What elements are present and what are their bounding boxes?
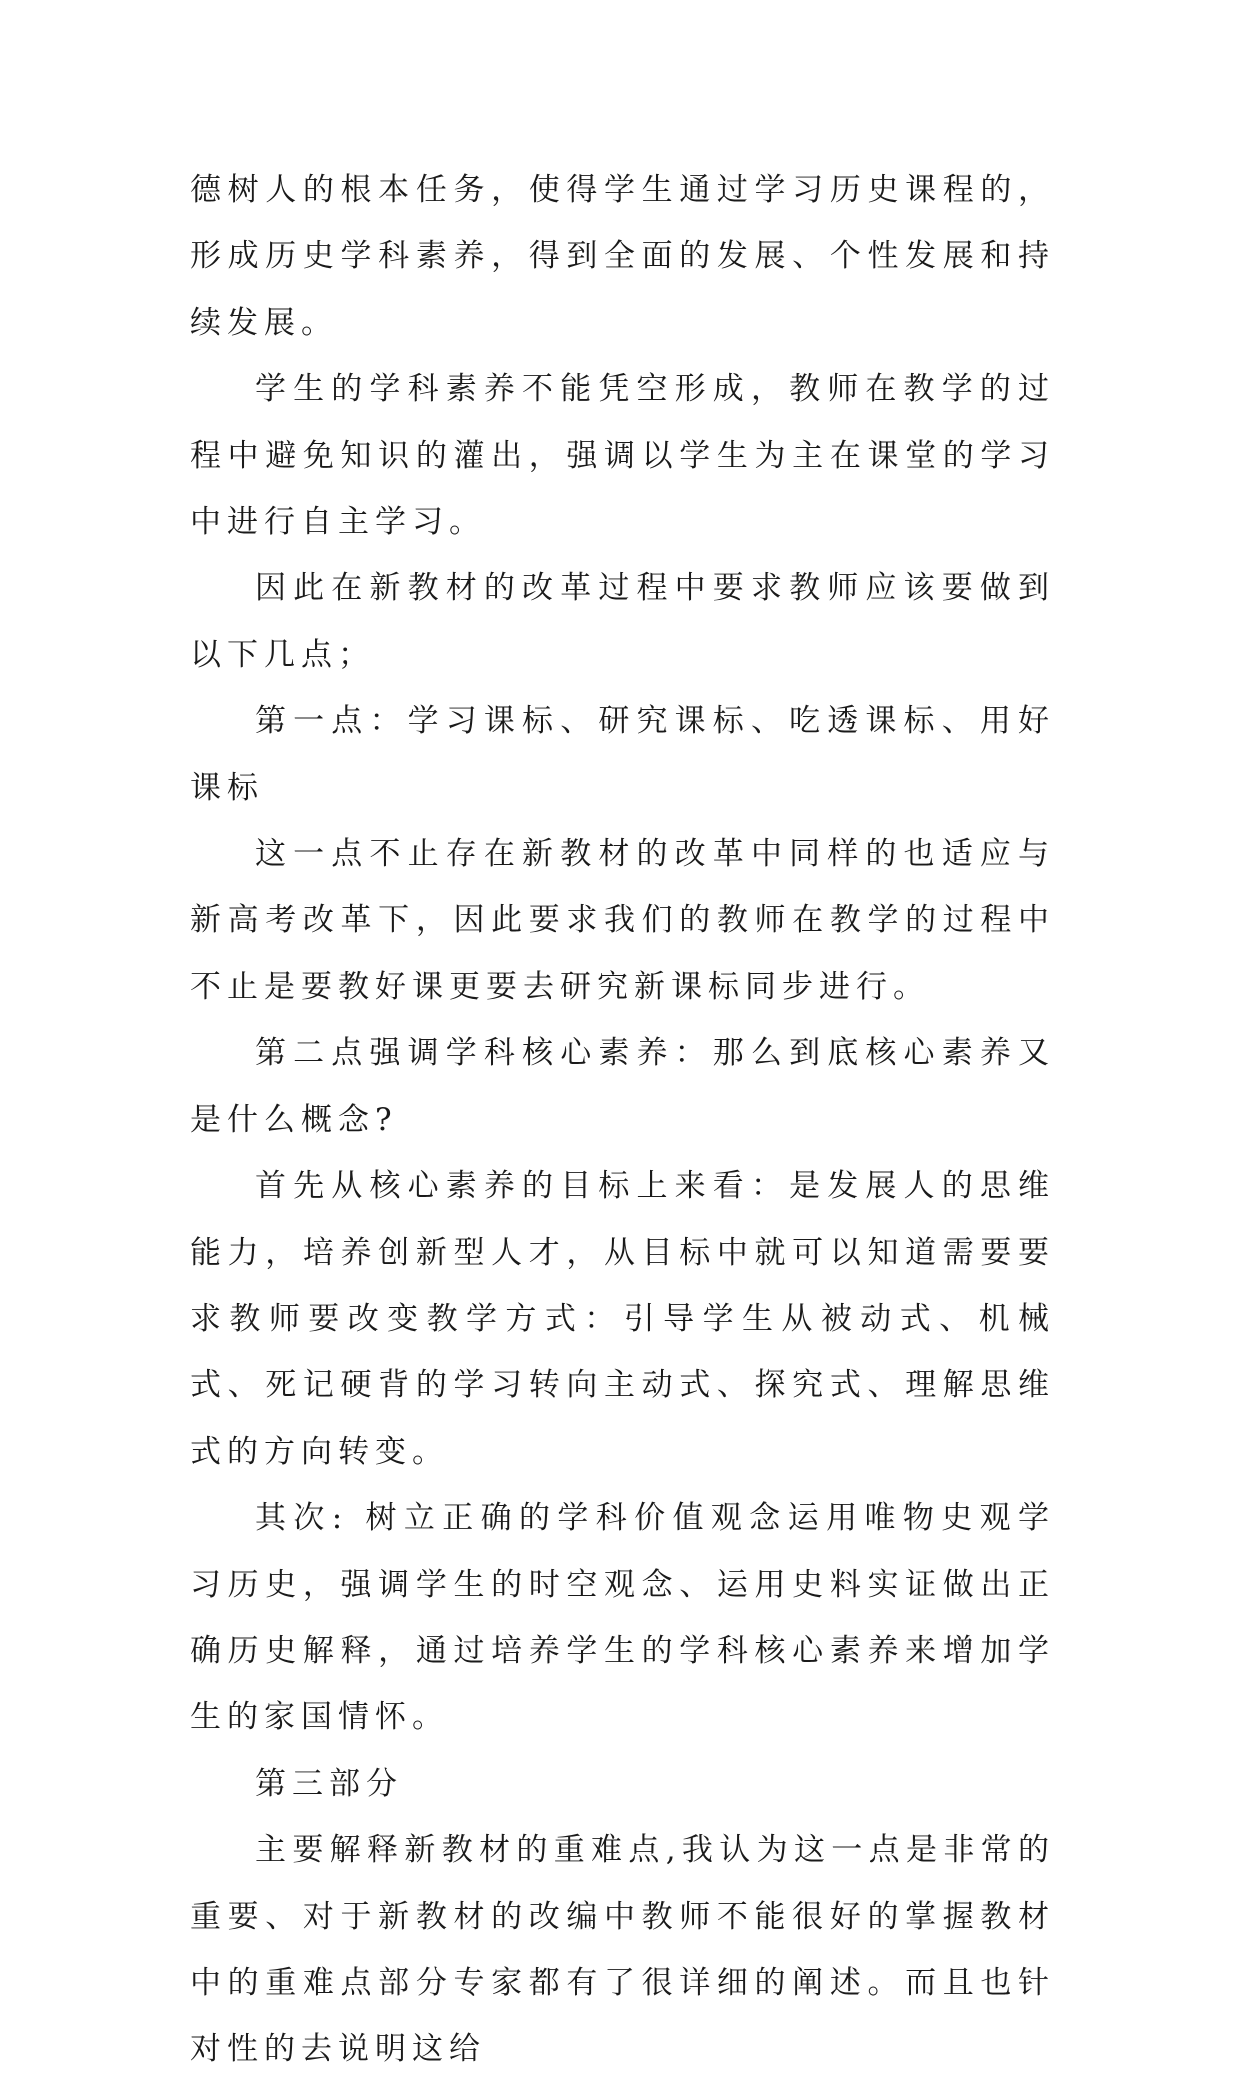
paragraph-values: 其次: 树立正确的学科价值观念运用唯物史观学习历史，强调学生的时空观念、运用史料实证做出正确历史解释，通过培养学生的学科核心素养来增加学生的家国情怀。	[190, 1500, 1055, 1736]
paragraph-core-literacy-goal: 首先从核心素养的目标上来看：是发展人的思维能力，培养创新型人才，从目标中就可以知道需要要求教师要改变教学方式：引导学生从被动式、机械式、死记硬背的学习转向主动式、探究式、理解思维式的方向转变。	[190, 1168, 1055, 1470]
paragraph-point-one-heading: 第一点：学习课标、研究课标、吃透课标、用好课标	[190, 703, 1055, 806]
paragraph-part-three-heading: 第三部分	[255, 1765, 403, 1802]
paragraph-point-two-heading: 第二点强调学科核心素养：那么到底核心素养又是什么概念?	[190, 1035, 1055, 1138]
paragraph-requirements-intro: 因此在新教材的改革过程中要求教师应该要做到以下几点；	[190, 570, 1055, 673]
paragraph-continuation: 德树人的根本任务，使得学生通过学习历史课程的，形成历史学科素养，得到全面的发展、个性发展和持续发展。	[190, 172, 1055, 341]
document-body	[190, 157, 1055, 2083]
paragraph-literacy-formation: 学生的学科素养不能凭空形成，教师在教学的过程中避免知识的灌出，强调以学生为主在课堂的学习中进行自主学习。	[190, 371, 1055, 541]
paragraph-key-difficulties: 主要解释新教材的重难点,我认为这一点是非常的重要、对于新教材的改编中教师不能很好的掌握教材中的重难点部分专家都有了很详细的阐述。而且也针对性的去说明这给	[190, 1832, 1055, 2068]
paragraph-point-one-body: 这一点不止存在新教材的改革中同样的也适应与新高考改革下，因此要求我们的教师在教学的过程中不止是要教好课更要去研究新课标同步进行。	[190, 836, 1055, 1005]
